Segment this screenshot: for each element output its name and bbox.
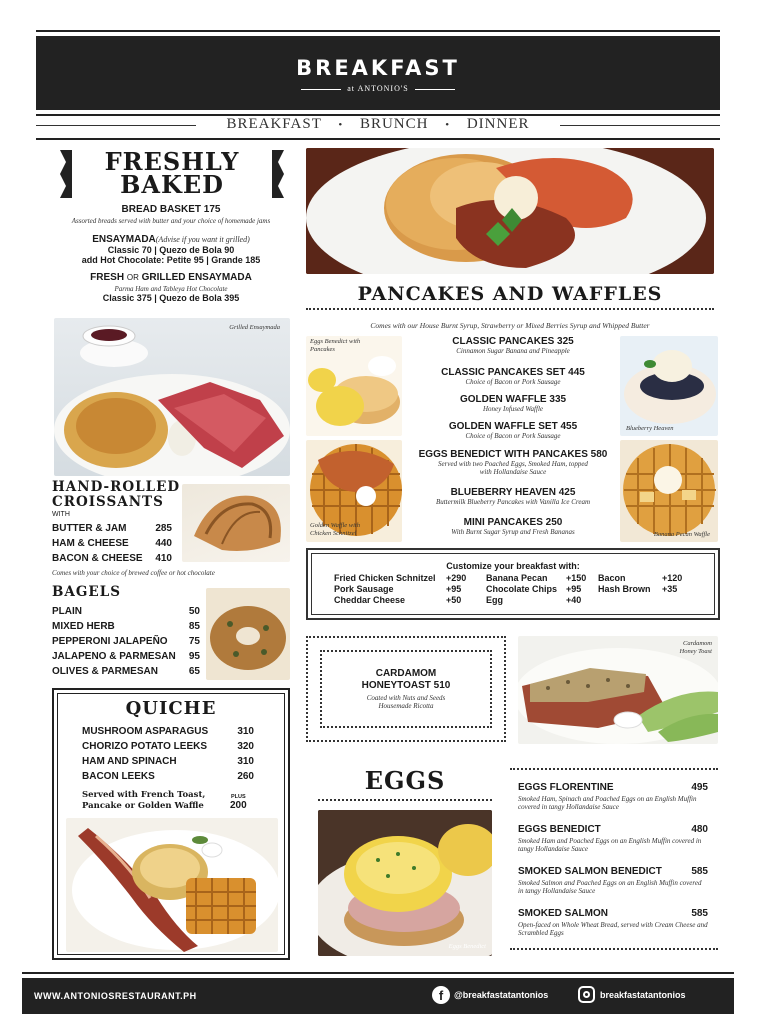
banana-pecan-waffle-illustration [620,440,718,542]
pancake-item: CLASSIC PANCAKES 325 Cinnamon Sugar Banana and Pineapple [452,336,574,355]
cardamom-photo [518,636,718,744]
tagline-item: BREAKFAST [226,116,322,132]
quiche-photo [66,818,278,952]
bagel-item: JALAPENO & PARMESAN 95 [52,651,200,662]
freshly-baked-title-2: BAKED [120,170,224,199]
grilled-desc: Parma Ham and Tableya Hot Chocolate [114,285,228,293]
customize-row: Fried Chicken Schnitzel +290 Banana Pecan +150 Bacon +120 [334,573,683,583]
customize-row: Cheddar Cheese +50 Egg +40 [334,595,582,605]
pancakes-title: PANCAKES AND WAFFLES [357,283,663,305]
cardamom-name-2: HONEYTOAST 510 [361,680,451,691]
bagel-item: PLAIN 50 [52,606,200,617]
grilled-or: OR [126,273,139,282]
bagel-item: MIXED HERB 85 [52,621,200,632]
grilled-ensaymada-photo [54,318,290,476]
tagline-separator: • [338,119,344,131]
tagline-separator: • [445,119,451,131]
croissants-title-2: CROISSANTS [52,494,164,510]
pancakes-list [404,336,622,536]
header-banner [36,36,720,110]
bread-basket-name: BREAD BASKET 175 [121,204,221,215]
pancake-item: GOLDEN WAFFLE SET 455 Choice of Bacon or Pork Sausage [448,421,578,440]
cardamom-box [306,636,506,742]
croissants-with: WITH [52,511,70,518]
eggs-list [518,780,708,948]
croissant-illustration [182,484,290,562]
footer-rule [22,972,734,974]
banana-pecan-waffle-photo [620,440,718,542]
cardamom-name-1: CARDAMOM [375,668,437,679]
tagline-rule-left [36,125,196,126]
cardamom-desc-2: Housemade Ricotta [378,702,434,710]
blueberry-heaven-photo [620,336,718,436]
egg-item: EGGS FLORENTINE 495 Smoked Ham, Spinach and Poached Eggs on an English Muffin covered in tangy Hollandaise Sauce [518,782,708,811]
quiche-served-2: Pancake or Golden Waffle [82,801,204,811]
bread-basket-desc: Assorted breads served with butter and your choice of homemade jams [71,217,271,225]
eggs-title: EGGS [364,766,446,795]
blueberry-heaven-caption: Blueberry Heaven [626,425,674,432]
page-title: BREAKFAST [296,56,460,80]
eggs-benedict-caption: Eggs Benedict [448,943,486,950]
instagram-link[interactable] [578,986,686,1003]
tagline-item: BRUNCH [359,116,429,132]
tagline [36,116,720,133]
croissants-title-1: HAND-ROLLED [52,479,181,495]
bagel-photo [206,588,290,680]
bagels-title: BAGELS [52,584,121,600]
website-link[interactable]: WWW.ANTONIOSRESTAURANT.PH [34,991,197,1001]
golden-waffle-photo [306,440,402,542]
tagline-rule-right [560,125,720,126]
rule-below-tagline [36,138,720,140]
pancake-item: GOLDEN WAFFLE 335 Honey Infused Waffle [459,394,567,413]
quiche-plus-price: 200 [230,800,247,811]
eggs-benedict-pancakes-caption: Eggs Benedict with Pancakes [310,338,361,353]
cardamom-caption: Cardamom Honey Toast [679,640,712,655]
grilled-name-b: GRILLED ENSAYMADA [141,272,252,283]
top-rule [36,30,720,32]
egg-item: EGGS BENEDICT 480 Smoked Ham and Poached Eggs on an English Muffin covered in tangy Hollandaise Sauce [518,824,708,853]
egg-item: SMOKED SALMON 585 Open-faced on Whole Wheat Bread, served with Cream Cheese and Scrambled Eggs [518,908,708,937]
eggs-top-divider [510,768,718,770]
bagel-item: OLIVES & PARMESAN 65 [52,666,200,677]
pancake-item: BLUEBERRY HEAVEN 425 Buttermilk Blueberry Pancakes with Vanilla Ice Cream [435,487,591,506]
egg-item: SMOKED SALMON BENEDICT 585 Smoked Salmon and Poached Eggs on an English Muffin covered in tangy Hollandaise Sauce [518,866,708,895]
croissant-item: BUTTER & JAM 285 [52,523,172,534]
bagel-item: PEPPERONI JALAPEÑO 75 [52,636,200,647]
pancakes-heading [306,283,714,310]
banana-pecan-caption: Banana Pecan Waffle [653,531,710,538]
grilled-ensaymada-caption: Grilled Ensaymada [229,324,280,331]
quiche-item: MUSHROOM ASPARAGUS 310 [82,726,254,737]
quiche-plate-illustration [66,818,278,952]
croissant-photo [182,484,290,562]
ensaymada-plate-illustration [54,318,290,476]
pancake-item: EGGS BENEDICT WITH PANCAKES 580 Served with two Poached Eggs, Smoked Ham, topped with Hollandaise Sauce [418,449,608,476]
cardamom-desc-1: Coated with Nuts and Seeds [366,694,446,702]
quiche-box [52,688,290,960]
quiche-plus [230,794,247,811]
freshly-baked-section [40,204,302,303]
footer-bar [22,978,734,1014]
croissant-item: BACON & CHEESE 410 [52,553,172,564]
freshly-baked-heading [52,148,292,200]
pancakes-hero-illustration [306,148,714,274]
grilled-prices: Classic 375 | Quezo de Bola 395 [102,293,240,303]
croissant-item: HAM & CHEESE 440 [52,538,172,549]
quiche-item: HAM AND SPINACH 310 [82,756,254,767]
quiche-item: CHORIZO POTATO LEEKS 320 [82,741,254,752]
customize-row: Pork Sausage +95 Chocolate Chips +95 Hash Brown +35 [334,584,678,594]
facebook-icon: f [432,986,450,1004]
ensaymada-hot-chocolate: add Hot Chocolate: Petite 95 | Grande 185 [81,255,261,265]
quiche-item: BACON LEEKS 260 [82,771,254,782]
pancake-item: CLASSIC PANCAKES SET 445 Choice of Bacon or Pork Sausage [441,367,585,386]
eggs-benedict-photo [318,810,492,956]
ensaymada-note: (Advise if you want it grilled) [155,235,250,244]
instagram-handle: breakfastatantonios [600,989,686,1000]
quiche-title: QUICHE [125,698,217,719]
page-subtitle: at ANTONIO'S [36,84,720,93]
blueberry-heaven-illustration [620,336,718,436]
bagels-section [52,584,200,679]
eggs-benedict-illustration [318,810,492,956]
freshly-baked-title-1: FRESHLY [104,147,240,176]
pancake-item: MINI PANCAKES 250 With Burnt Sugar Syrup and Fresh Bananas [451,517,575,536]
croissants-section [52,480,182,566]
bagel-illustration [206,588,290,680]
facebook-handle: @breakfastatantonios [454,990,549,1000]
facebook-link[interactable] [432,986,548,1004]
eggs-heading [318,766,492,801]
grilled-name-a: FRESH [90,272,125,283]
golden-waffle-caption: Golden Waffle with Chicken Schnitzel [310,522,360,537]
tagline-item: DINNER [466,116,530,132]
customize-box [306,548,720,620]
croissants-note: Comes with your choice of brewed coffee or hot chocolate [52,569,215,577]
eggs-benedict-pancakes-photo [306,336,402,436]
pancakes-hero-photo [306,148,714,274]
quiche-served-1: Served with French Toast, [82,790,206,800]
customize-title: Customize your breakfast with: [446,561,580,571]
ensaymada-name: ENSAYMADA [92,234,156,245]
instagram-icon [578,986,595,1003]
eggs-bottom-divider [510,948,718,950]
ensaymada-prices: Classic 70 | Quezo de Bola 90 [107,245,235,255]
quiche-plus-label: PLUS [231,794,246,800]
pancakes-intro: Comes with our House Burnt Syrup, Strawberry or Mixed Berries Syrup and Whipped Butter [370,321,650,330]
